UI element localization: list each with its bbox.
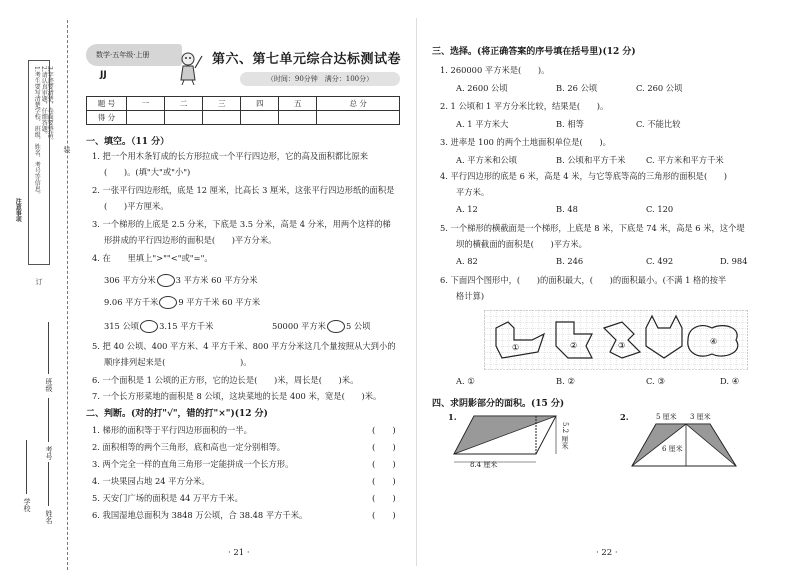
p1-q4: 4. 在 里填上">""<"或"="。 <box>92 253 213 263</box>
p3-q1-opt-a[interactable]: A. 2600 公顷 <box>456 83 508 93</box>
score-header-cell: 四 <box>241 97 279 111</box>
score-header-row <box>87 97 400 111</box>
notes-line-2: 2.请认真审题，仔细答题。 <box>40 66 48 138</box>
p1-q7: 7. 一个长方形菜地的面积是 8 公顷，这块菜地的长是 400 米，宽是( )米。 <box>92 391 382 401</box>
p3-q5-line1: 5. 一个梯形的横截面是一个梯形，上底是 8 米，下底是 74 米，高是 6 米，这个堤 <box>440 223 745 233</box>
binding-strip <box>0 0 78 588</box>
school-field[interactable] <box>26 440 27 494</box>
score-cell[interactable] <box>127 111 165 125</box>
fold-mark: 装 <box>63 146 71 153</box>
p1-q3-line1: 3. 一个梯形的上底是 2.5 分米，下底是 3.5 分米，高是 4 分米，用两个这样的梯 <box>92 219 391 229</box>
p1-q1-line2: ( )。(填"大"或"小") <box>104 167 191 177</box>
id-label: 考号 <box>45 446 53 460</box>
p3-q3: 3. 进率是 100 的两个土地面积单位是( )。 <box>440 137 611 147</box>
p3-q5-line2: 坝的横截面的面积是( )平方米。 <box>456 239 587 249</box>
p3-q3-opt-c[interactable]: C. 平方米和平方千米 <box>646 155 724 165</box>
part1-heading: 一、填空。（11 分） <box>86 137 170 147</box>
score-cell[interactable] <box>241 111 279 125</box>
compare-row-1 <box>104 274 258 287</box>
page-divider <box>416 18 417 566</box>
class-label: 班级 <box>45 378 53 392</box>
p3-q4-line2: 平方米。 <box>456 187 490 197</box>
p3-q2-opt-c[interactable]: C. 不能比较 <box>636 119 681 129</box>
p3-q5-opt-d[interactable]: D. 984 <box>720 256 748 266</box>
exam-meta: （时间：90分钟 满分：100分） <box>240 72 400 86</box>
id-field[interactable] <box>48 398 49 442</box>
school-label: 学校 <box>23 498 31 512</box>
page-number-right: · 22 · <box>596 548 618 558</box>
class-field[interactable] <box>48 322 49 374</box>
edition-label: JJ <box>100 70 107 80</box>
p1-q6: 6. 一个面积是 1 公顷的正方形，它的边长是( )米，周长是( )米。 <box>92 375 359 385</box>
p4-f1-number: 1. <box>448 412 457 422</box>
shape-3-label: ③ <box>618 341 626 350</box>
p4-f2-top-label-1: 5 厘米 <box>656 413 677 421</box>
judge-answer-2[interactable]: ( ) <box>372 443 396 453</box>
p3-q1-opt-c[interactable]: C. 260 公顷 <box>636 83 683 93</box>
p3-q6-opt-d[interactable]: D. ④ <box>720 376 740 386</box>
part2-heading: 二、判断。(对的打"√"，错的打"×")(12 分) <box>86 409 268 419</box>
p4-f2-number: 2. <box>620 412 629 422</box>
score-header-cell: 三 <box>203 97 241 111</box>
judge-item-3: 3. 两个完全一样的直角三角形一定能拼成一个长方形。 <box>92 459 294 469</box>
compare-oval[interactable] <box>327 320 345 333</box>
judge-item-1: 1. 梯形的面积等于平行四边形面积的一半。 <box>92 425 252 435</box>
p3-q4-line1: 4. 平行四边形的底是 6 米，高是 4 米，与它等底等高的三角形的面积是( ) <box>440 171 728 181</box>
judge-answer-4[interactable]: ( ) <box>372 477 396 487</box>
compare-row-4 <box>272 320 370 333</box>
judge-answer-3[interactable]: ( ) <box>372 460 396 470</box>
p1-q1-line1: 1. 把一个用木条钉成的长方形拉成一个平行四边形，它的高及面积都比原来 <box>92 151 369 161</box>
line-mark: 订 <box>35 278 43 285</box>
score-cell[interactable] <box>203 111 241 125</box>
p3-q4-opt-c[interactable]: C. 120 <box>646 204 674 214</box>
p3-q2: 2. 1 公顷和 1 平方分米比较，结果是( )。 <box>440 101 609 111</box>
part3-heading: 三、选择。(将正确答案的序号填在括号里)(12 分) <box>432 47 636 57</box>
p1-q5-line2: 顺序排列起来是( )。 <box>104 357 252 367</box>
score-table <box>86 96 400 125</box>
compare-right: 3 平方米 60 平方分米 <box>175 275 258 285</box>
p1-q2-line2: ( )平方厘米。 <box>104 201 169 211</box>
name-label: 姓名 <box>45 510 53 524</box>
page-number-left: · 21 · <box>228 548 250 558</box>
judge-item-6: 6. 我国湿地总面积为 3848 万公顷，合 38.48 平方千米。 <box>92 510 308 520</box>
score-header-cell: 五 <box>279 97 317 111</box>
judge-item-2: 2. 面积相等的两个三角形，底和高也一定分别相等。 <box>92 442 286 452</box>
score-cell[interactable] <box>317 111 400 125</box>
p3-q6-opt-b[interactable]: B. ② <box>556 376 575 386</box>
p4-f1-bottom-label: 8.4 厘米 <box>470 461 498 469</box>
judge-answer-5[interactable]: ( ) <box>372 494 396 504</box>
p3-q5-opt-a[interactable]: A. 82 <box>456 256 478 266</box>
p3-q2-opt-a[interactable]: A. 1 平方米大 <box>456 119 509 129</box>
page-title: 第六、第七单元综合达标测试卷 <box>212 52 402 67</box>
compare-left: 9.06 平方千米 <box>104 297 159 307</box>
p3-q5-opt-b[interactable]: B. 246 <box>556 256 584 266</box>
compare-oval[interactable] <box>157 274 175 287</box>
judge-answer-6[interactable]: ( ) <box>372 511 396 521</box>
compare-row-2 <box>104 296 260 309</box>
judge-answer-1[interactable]: ( ) <box>372 426 396 436</box>
compare-oval[interactable] <box>140 320 158 333</box>
judge-item-4: 4. 一块果园占地 24 平方分米。 <box>92 476 210 486</box>
shape-1-label: ① <box>512 343 520 352</box>
name-field[interactable] <box>48 462 49 506</box>
p3-q3-opt-a[interactable]: A. 平方米和公顷 <box>456 155 518 165</box>
p4-f2-top-label-2: 3 厘米 <box>690 413 711 421</box>
compare-left: 50000 平方米 <box>272 321 326 331</box>
p3-q2-opt-b[interactable]: B. 相等 <box>556 119 584 129</box>
p3-q3-opt-b[interactable]: B. 公顷和平方千米 <box>556 155 626 165</box>
shape-4-label: ④ <box>710 337 718 346</box>
score-header-cell: 题 号 <box>87 97 127 111</box>
score-row <box>87 111 400 125</box>
p3-q6-opt-a[interactable]: A. ① <box>456 376 475 386</box>
mascot-icon <box>174 50 204 86</box>
header-banner <box>86 44 402 88</box>
compare-left: 315 公顷 <box>104 321 140 331</box>
compare-left: 306 平方分米 <box>104 275 156 285</box>
compare-right: 5 公顷 <box>345 321 371 331</box>
p3-q4-opt-b[interactable]: B. 48 <box>556 204 578 214</box>
p4-f2-height-label: 6 厘米 <box>662 445 683 453</box>
subject-badge: 数学·五年级·上册 <box>86 44 182 66</box>
score-header-cell: 总 分 <box>317 97 400 111</box>
score-cell[interactable] <box>279 111 317 125</box>
score-row-label: 得 分 <box>87 111 127 125</box>
p3-q5-opt-c[interactable]: C. 492 <box>646 256 674 266</box>
p3-q6-line1: 6. 下面四个图形中，( )的面积最大，( )的面积最小。(不满 1 格的按半 <box>440 275 727 285</box>
p3-q6-opt-c[interactable]: C. ③ <box>646 376 665 386</box>
shape-2-label: ② <box>570 341 578 350</box>
compare-right: 3.15 平方千米 <box>159 321 214 331</box>
parallelogram-figure <box>452 408 564 468</box>
p3-q1: 1. 260000 平方米是( )。 <box>440 65 550 75</box>
notes-line-1: 1.考生要写清楚学校、班级、姓名、考号等信息。 <box>33 66 41 198</box>
part4-heading: 四、求阴影部分的面积。(15 分) <box>432 399 565 409</box>
p1-q2-line1: 2. 一张平行四边形纸，底是 12 厘米，比高长 3 厘米，这张平行四边形纸的面积是 <box>92 185 395 195</box>
p1-q5-line1: 5. 把 40 公顷、400 平方米、4 平方千米、800 平方分米这几个量按照从大到小的 <box>92 341 396 351</box>
p3-q6-line2: 格计算) <box>456 291 485 301</box>
area-grid-figure <box>484 310 748 370</box>
p4-f1-side-label: 5.2 厘米 <box>561 422 569 450</box>
compare-right: 9 平方千米 60 平方米 <box>178 297 261 307</box>
notes-line-3: 3.字迹要清楚，卷面要整洁。 <box>46 66 54 144</box>
cut-line <box>67 20 68 570</box>
notes-label: 注意事项 <box>14 198 22 222</box>
score-cell[interactable] <box>165 111 203 125</box>
p1-q3-line2: 形拼成的平行四边形的面积是( )平方分米。 <box>104 235 277 245</box>
compare-row-3 <box>104 320 213 333</box>
p3-q1-opt-b[interactable]: B. 26 公顷 <box>556 83 598 93</box>
p3-q4-opt-a[interactable]: A. 12 <box>456 204 478 214</box>
judge-item-5: 5. 天安门广场的面积是 44 万平方千米。 <box>92 493 243 503</box>
score-header-cell: 一 <box>127 97 165 111</box>
compare-oval[interactable] <box>159 296 177 309</box>
trapezoid-figure <box>630 422 740 468</box>
score-header-cell: 二 <box>165 97 203 111</box>
